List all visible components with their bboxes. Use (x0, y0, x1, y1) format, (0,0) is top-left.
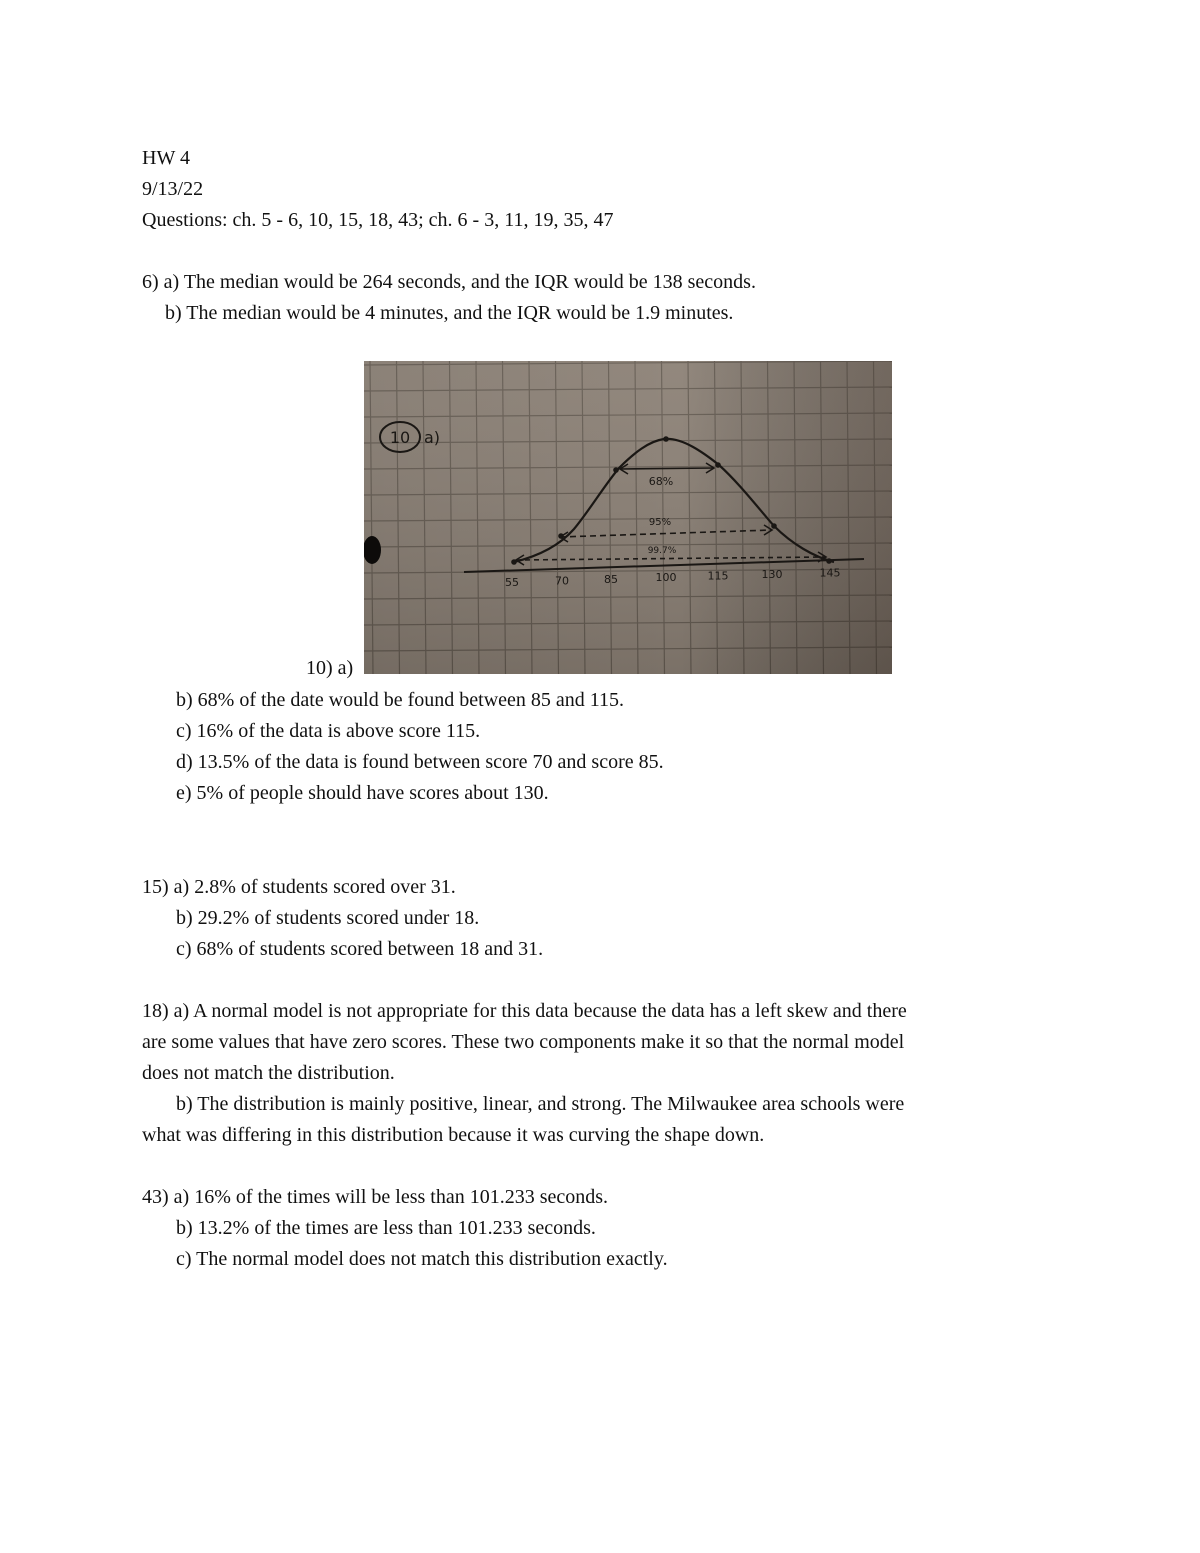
tick-label: 100 (655, 571, 677, 585)
tick-label: 85 (604, 572, 618, 586)
answer-15b: b) 29.2% of students scored under 18. (176, 907, 480, 929)
answer-10b: b) 68% of the date would be found between 85 and 115. (176, 689, 625, 711)
curve-point (771, 523, 777, 529)
tick-label: 145 (819, 566, 841, 580)
tick-label: 55 (505, 576, 519, 589)
circled-label: 10 (389, 428, 411, 447)
answer-10e: e) 5% of people should have scores about 130. (176, 782, 549, 804)
arrow-68 (620, 468, 714, 469)
label-95: 95% (648, 517, 672, 528)
curve-point (826, 558, 832, 564)
answer-43a: 43) a) 16% of the times will be less than 101.233 seconds. (142, 1186, 609, 1208)
curve-point (715, 462, 721, 468)
doc-title: HW 4 (142, 147, 190, 169)
tick-label: 130 (761, 568, 783, 581)
doc-date: 9/13/22 (142, 178, 204, 200)
answer-15a: 15) a) 2.8% of students scored over 31. (142, 876, 456, 898)
answer-43c: c) The normal model does not match this distribution exactly. (176, 1248, 668, 1270)
answer-18a-line3: does not match the distribution. (142, 1062, 395, 1084)
normal-curve-sketch (364, 361, 892, 674)
label-997: 99.7% (647, 546, 677, 556)
answer-10a-label: 10) a) (306, 657, 354, 679)
answer-18a-line2: are some values that have zero scores. These two components make it so that the normal model (142, 1031, 905, 1053)
question-list: Questions: ch. 5 - 6, 10, 15, 18, 43; ch. 6 - 3, 11, 19, 35, 47 (142, 209, 614, 231)
tick-label: 115 (707, 569, 729, 583)
answer-10d: d) 13.5% of the data is found between score 70 and score 85. (176, 751, 664, 773)
answer-6b: b) The median would be 4 minutes, and the IQR would be 1.9 minutes. (165, 302, 734, 324)
answer-18a-line1: 18) a) A normal model is not appropriate for this data because the data has a left skew and there (142, 1000, 907, 1022)
part-label: a) (424, 428, 441, 447)
handwritten-normal-curve-photo (364, 361, 892, 674)
curve-point (613, 467, 619, 473)
answer-15c: c) 68% of students scored between 18 and 31. (176, 938, 544, 960)
answer-43b: b) 13.2% of the times are less than 101.233 seconds. (176, 1217, 596, 1239)
answer-6a: 6) a) The median would be 264 seconds, and the IQR would be 138 seconds. (142, 271, 756, 293)
label-68: 68% (648, 475, 674, 488)
answer-10c: c) 16% of the data is above score 115. (176, 720, 481, 742)
curve-point (663, 436, 669, 442)
answer-18b-line1: b) The distribution is mainly positive, linear, and strong. The Milwaukee area schools were (176, 1093, 905, 1115)
answer-18b-line2: what was differing in this distribution because it was curving the shape down. (142, 1124, 765, 1146)
tick-label: 70 (555, 574, 569, 588)
